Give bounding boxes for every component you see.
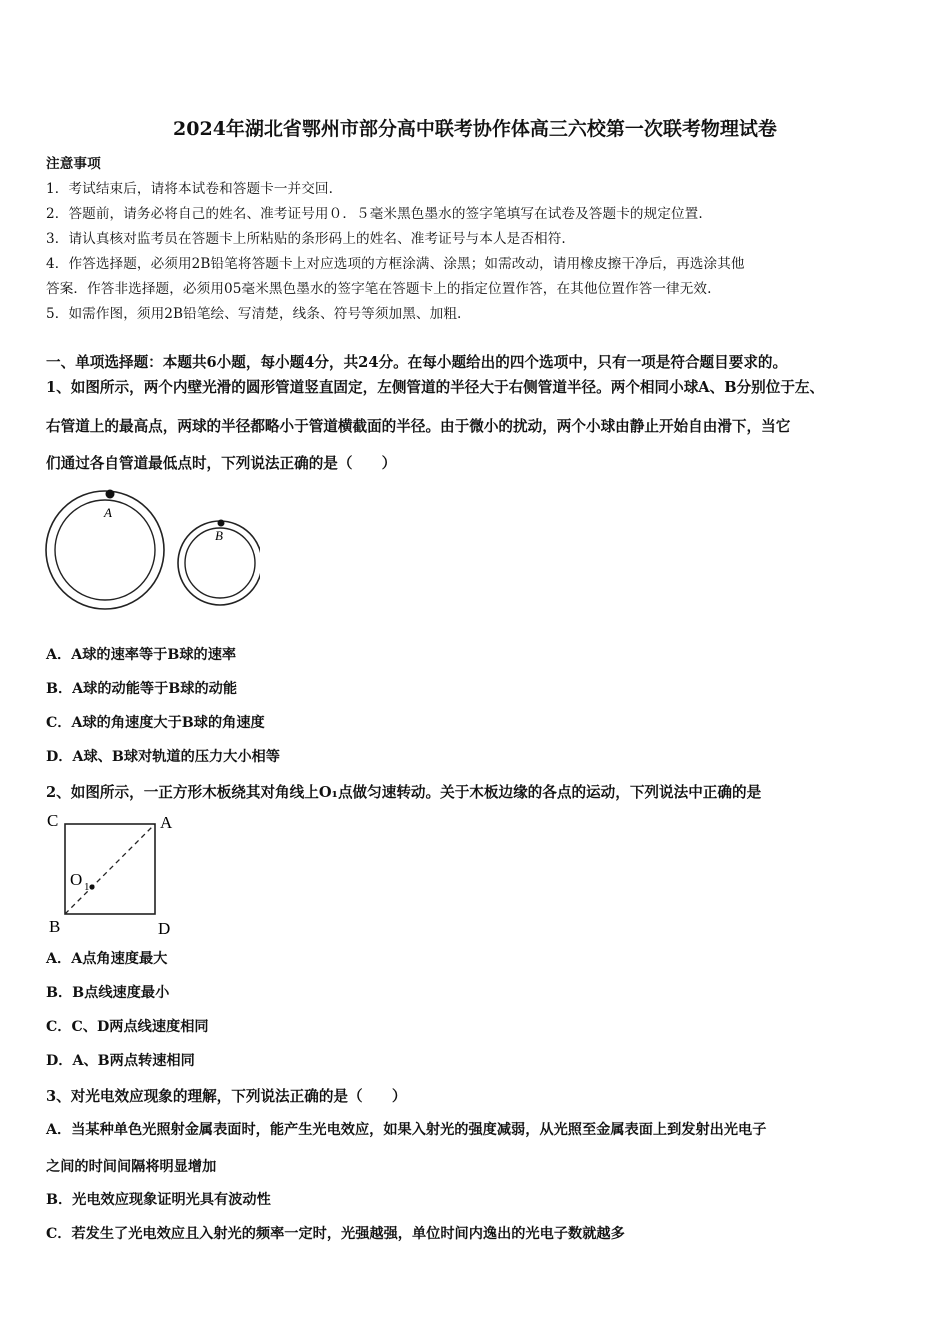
ball-a	[106, 490, 115, 499]
question-1-option-d: D．A球、B球对轨道的压力大小相等	[46, 749, 280, 765]
question-3-option-a-continued: 之间的时间间隔将明显增加	[46, 1159, 217, 1175]
label-o-subscript: 1	[84, 881, 90, 893]
notice-item: 5．如需作图，须用2B铅笔绘、写清楚，线条、符号等须加黑、加粗.	[46, 306, 462, 322]
question-2-stem: 2、如图所示，一正方形木板绕其对角线上O₁点做匀速转动。关于木板边缘的各点的运动，下列说法中正确的是	[46, 784, 762, 801]
label-o: O	[70, 870, 83, 889]
question-2-option-c: C．C、D两点线速度相同	[46, 1019, 209, 1035]
section-heading: 一、单项选择题：本题共6小题，每小题4分，共24分。在每小题给出的四个选项中，只有一项是符合题目要求的。	[46, 354, 788, 371]
question-2-option-a: A．A点角速度最大	[46, 951, 168, 967]
notice-item: 4．作答选择题，必须用2B铅笔将答题卡上对应选项的方框涂满、涂黑；如需改动，请用橡皮擦干净后，再选涂其他	[46, 256, 745, 272]
label-b: B	[49, 917, 61, 936]
ball-b	[218, 520, 225, 527]
notice-item: 2．答题前，请务必将自己的姓名、准考证号用０．５毫米黑色墨水的签字笔填写在试卷及答题卡的规定位置.	[46, 206, 703, 222]
notice-item: 答案．作答非选择题，必须用05毫米黑色墨水的签字笔在答题卡上的指定位置作答，在其他位置作答一律无效.	[46, 281, 712, 297]
question-1-option-b: B．A球的动能等于B球的动能	[46, 681, 238, 697]
question-2-option-b: B．B点线速度最小	[46, 985, 170, 1001]
question-3-option-c: C．若发生了光电效应且入射光的频率一定时，光强越强，单位时间内逸出的光电子数就越多	[46, 1226, 625, 1242]
question-1-stem-line: 1、如图所示，两个内壁光滑的圆形管道竖直固定，左侧管道的半径大于右侧管道半径。两个相同小球A、B分别位于左、	[46, 379, 825, 396]
question-1-stem-line: 们通过各自管道最低点时，下列说法正确的是（ ）	[46, 455, 397, 472]
question-1-figure	[40, 483, 260, 618]
question-1-stem-line: 右管道上的最高点，两球的半径都略小于管道横截面的半径。由于微小的扰动，两个小球由静止开始自由滑下，当它	[46, 418, 791, 435]
label-a: A	[160, 813, 173, 832]
question-3-option-b: B．光电效应现象证明光具有波动性	[46, 1192, 271, 1208]
notice-item: 1．考试结束后，请将本试卷和答题卡一并交回.	[46, 181, 334, 197]
notice-item: 3．请认真核对监考员在答题卡上所粘贴的条形码上的姓名、准考证号与本人是否相符.	[46, 231, 566, 247]
diagonal-line	[65, 824, 155, 914]
label-c: C	[47, 811, 59, 830]
label-b: B	[215, 528, 223, 543]
label-a: A	[104, 505, 112, 520]
page-title: 2024年湖北省鄂州市部分高中联考协作体高三六校第一次联考物理试卷	[173, 118, 777, 140]
question-2-figure	[44, 810, 194, 938]
question-3-option-a: A．当某种单色光照射金属表面时，能产生光电效应，如果入射光的强度减弱，从光照至金属表面上到发射出光电子	[46, 1122, 767, 1138]
notice-heading: 注意事项	[46, 156, 101, 172]
point-o1	[89, 884, 94, 889]
question-3-stem: 3、对光电效应现象的理解，下列说法正确的是（ ）	[46, 1088, 407, 1105]
question-1-option-c: C．A球的角速度大于B球的角速度	[46, 715, 265, 731]
question-2-option-d: D．A、B两点转速相同	[46, 1053, 195, 1069]
label-d: D	[158, 919, 171, 938]
question-1-option-a: A．A球的速率等于B球的速率	[46, 647, 237, 663]
